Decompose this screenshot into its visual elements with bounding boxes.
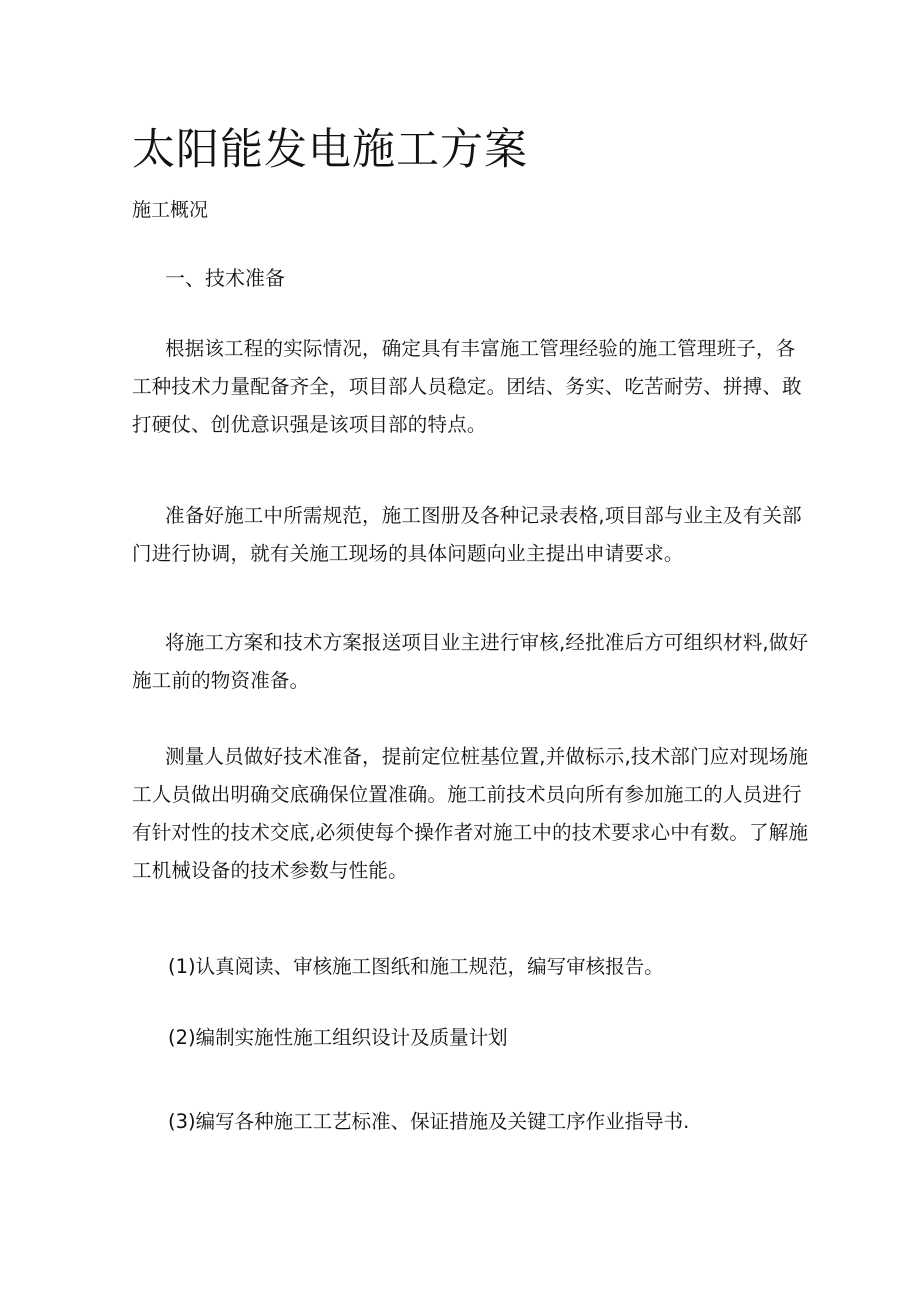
paragraph: 测量人员做好技术准备，提前定位桩基位置,并做标示,技术部门应对现场施工人员做出明确交底确保位置准确。施工前技术员向所有参加施工的人员进行有针对性的技术交底,必须使每个操作者对施工中的技术要求心中有数。了解施工机械设备的技术参数与性能。 bbox=[132, 745, 809, 882]
section-heading: 一、技术准备 bbox=[165, 266, 285, 290]
list-item: (2)编制实施性施工组织设计及质量计划 bbox=[168, 1026, 508, 1049]
paragraph: 准备好施工中所需规范，施工图册及各种记录表格,项目部与业主及有关部门进行协调，就有关施工现场的具体问题向业主提出申请要求。 bbox=[132, 504, 802, 565]
list-item: (3)编写各种施工工艺标准、保证措施及关键工序作业指导书. bbox=[168, 1110, 690, 1133]
paragraph: 根据该工程的实际情况，确定具有丰富施工管理经验的施工管理班子，各工种技术力量配备齐全，项目部人员稳定。团结、务实、吃苦耐劳、拼搏、敢打硬仗、创优意识强是该项目部的特点。 bbox=[132, 337, 802, 436]
document-title: 太阳能发电施工方案 bbox=[132, 125, 528, 175]
document-subtitle: 施工概况 bbox=[132, 199, 209, 221]
paragraph: 将施工方案和技术方案报送项目业主进行审核,经批准后方可组织材料,做好施工前的物资准备。 bbox=[132, 631, 809, 692]
list-item: (1)认真阅读、审核施工图纸和施工规范，编写审核报告。 bbox=[168, 955, 664, 978]
